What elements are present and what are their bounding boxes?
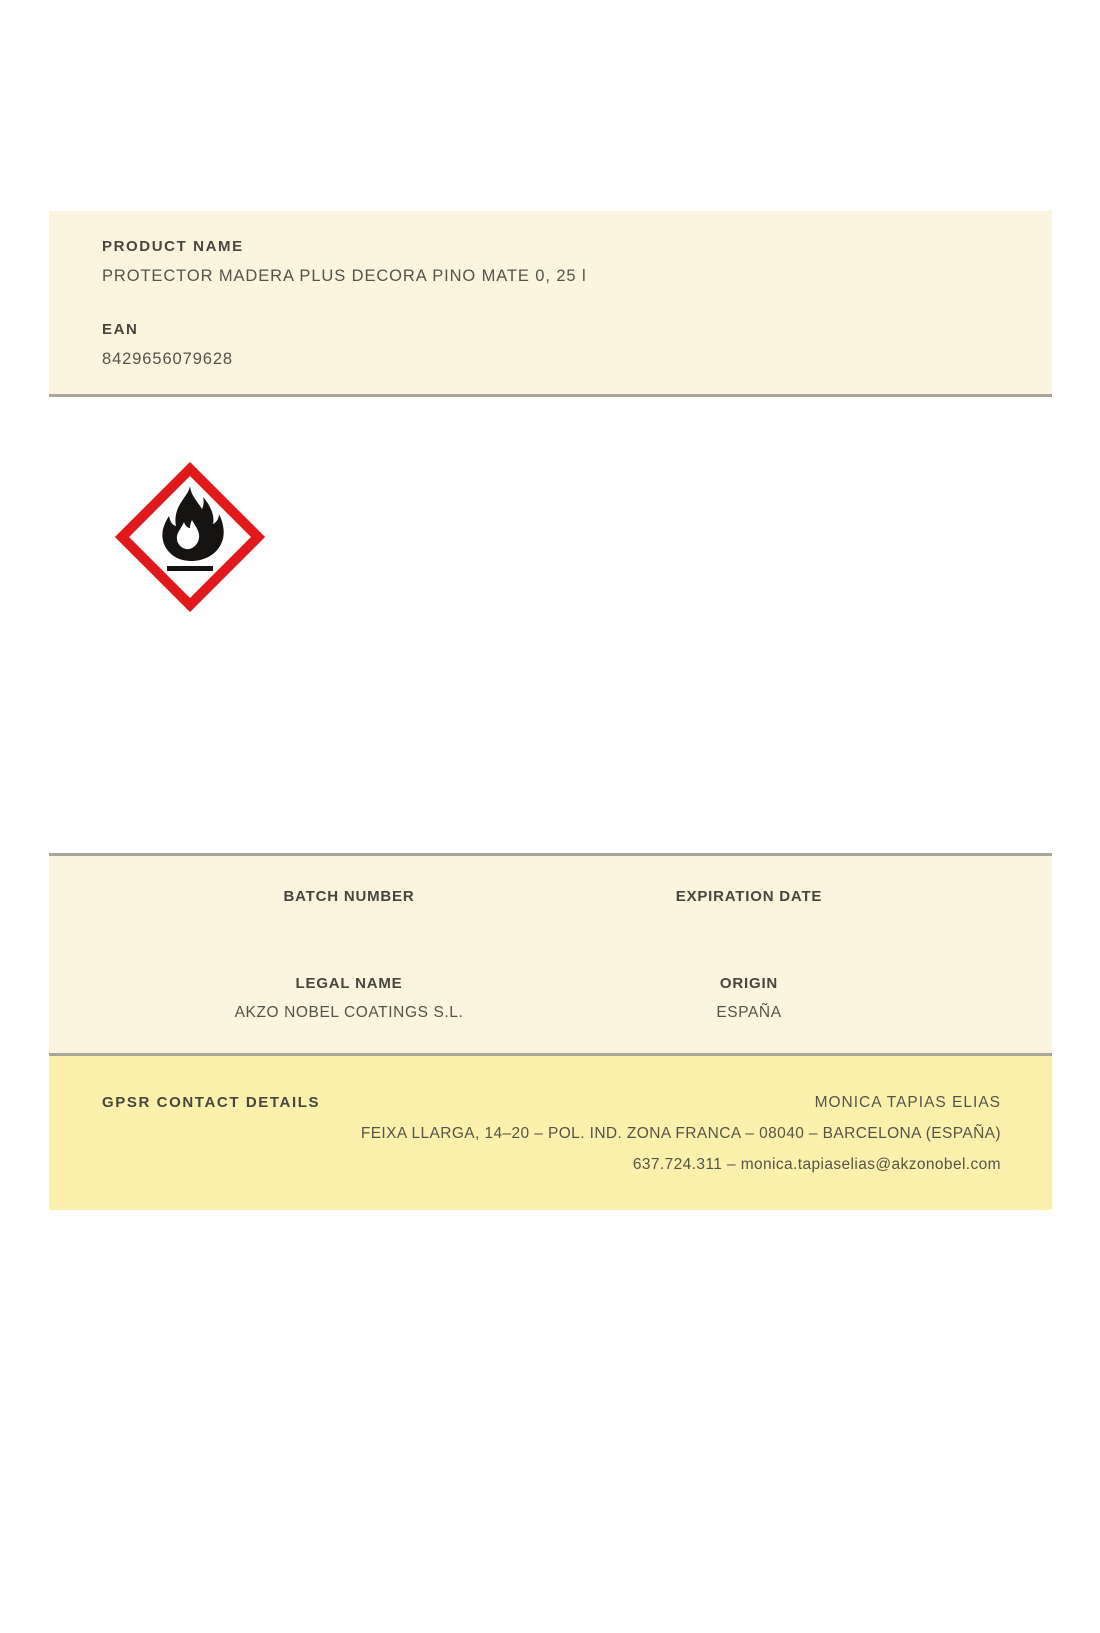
expiration-date-label: EXPIRATION DATE (675, 888, 823, 905)
ean-block (102, 321, 999, 369)
legal-origin-label-row (49, 975, 1052, 992)
hazard-pictogram-row (0, 462, 1100, 612)
legal-origin-value-row (49, 1004, 1052, 1022)
origin-value: ESPAÑA (716, 1004, 782, 1021)
batch-number-label: BATCH NUMBER (283, 888, 415, 905)
ean-value: 8429656079628 (102, 350, 233, 368)
contact-person-name: MONICA TAPIAS ELIAS (814, 1094, 1001, 1111)
contact-address: FEIXA LLARGA, 14–20 – POL. IND. ZONA FRANCA – 08040 – BARCELONA (ESPAÑA) (360, 1125, 1001, 1142)
product-name-label: PRODUCT NAME (102, 238, 244, 255)
legal-name-label: LEGAL NAME (295, 975, 403, 992)
origin-label: ORIGIN (719, 975, 779, 992)
product-name-value: PROTECTOR MADERA PLUS DECORA PINO MATE 0, 25 l (102, 267, 587, 285)
batch-section (49, 853, 1052, 1053)
contact-header-row (102, 1094, 1001, 1112)
batch-header-row (49, 888, 1052, 905)
contact-phone-email: 637.724.311 – monica.tapiaselias@akzonobel.com (632, 1156, 1001, 1173)
ean-label: EAN (102, 321, 139, 338)
product-section (49, 211, 1052, 397)
gpsr-contact-label: GPSR CONTACT DETAILS (102, 1094, 321, 1111)
product-info-sheet (0, 211, 1100, 1210)
legal-name-value: AKZO NOBEL COATINGS S.L. (234, 1004, 464, 1021)
ghs-flammable-icon (115, 462, 265, 612)
gpsr-contact-section (49, 1053, 1052, 1210)
